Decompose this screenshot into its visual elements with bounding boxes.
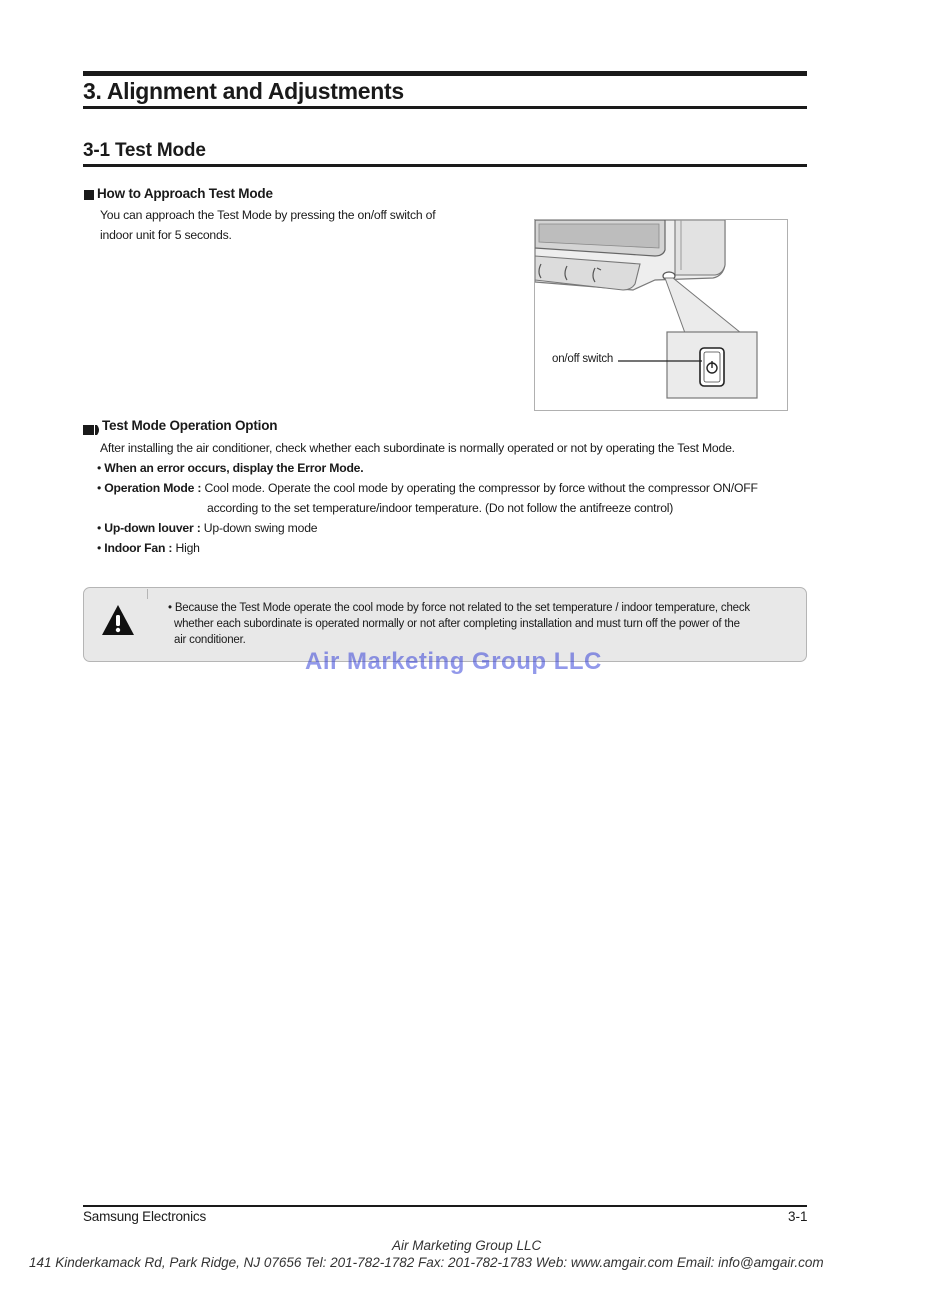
warning-icon (101, 603, 135, 642)
approach-line-2: indoor unit for 5 seconds. (100, 228, 232, 242)
indoor-fan-label: Indoor Fan : (104, 541, 173, 555)
options-heading: Test Mode Operation Option (102, 418, 278, 433)
louver-text: Up-down swing mode (200, 521, 318, 535)
square-bullet-icon (84, 190, 94, 200)
on-off-switch-label: on/off switch (552, 353, 614, 365)
error-mode-item: • When an error occurs, display the Error Mode. (97, 461, 364, 475)
caution-line-2: whether each subordinate is operated normally or not after completing installation and must turn off the power of the (174, 618, 740, 630)
chapter-title: 3. Alignment and Adjustments (83, 78, 404, 104)
caution-box-tick (147, 589, 148, 599)
caution-text (168, 600, 788, 648)
indoor-unit-illustration (535, 220, 788, 411)
section-title: 3-1 Test Mode (83, 140, 206, 161)
footer-address: 141 Kinderkamack Rd, Park Ridge, NJ 07656 Tel: 201-782-1782 Fax: 201-782-1783 Web: www.amgair.com Email: info@amgair.com (29, 1255, 824, 1270)
approach-heading: How to Approach Test Mode (97, 186, 273, 201)
indoor-fan-text: High (172, 541, 200, 555)
indoor-unit-figure (534, 219, 788, 411)
error-mode-text: When an error occurs, display the Error Mode. (104, 461, 364, 475)
operation-mode-text: Cool mode. Operate the cool mode by operating the compressor by force without the compressor ON/OFF (201, 481, 758, 495)
operation-mode-label: Operation Mode : (104, 481, 202, 495)
louver-item: • Up-down louver : Up-down swing mode (97, 521, 318, 535)
chapter-bottom-rule (83, 106, 807, 109)
watermark: Air Marketing Group LLC (305, 648, 602, 675)
caution-line-1: • Because the Test Mode operate the cool mode by force not related to the set temperature / indoor temperature, check (168, 602, 750, 614)
chapter-top-rule (83, 71, 807, 76)
section-rule (83, 164, 807, 167)
operation-mode-text-2: according to the set temperature/indoor temperature. (Do not follow the antifreeze control) (207, 501, 674, 515)
options-intro: After installing the air conditioner, check whether each subordinate is normally operated or not by operating the Test Mode. (100, 441, 735, 455)
indoor-fan-item: • Indoor Fan : High (97, 541, 200, 555)
caution-line-3: air conditioner. (174, 634, 246, 646)
footer-rule (83, 1205, 807, 1207)
approach-line-1: You can approach the Test Mode by pressing the on/off switch of (100, 208, 436, 222)
footer-page-number: 3-1 (788, 1209, 808, 1224)
tab-bullet-icon (83, 422, 101, 432)
footer-left: Samsung Electronics (83, 1209, 207, 1224)
operation-mode-item: • Operation Mode : Cool mode. Operate the cool mode by operating the compressor by force without the compressor ON/OFF (97, 481, 758, 495)
footer-company: Air Marketing Group LLC (392, 1238, 542, 1253)
louver-label: Up-down louver : (104, 521, 201, 535)
